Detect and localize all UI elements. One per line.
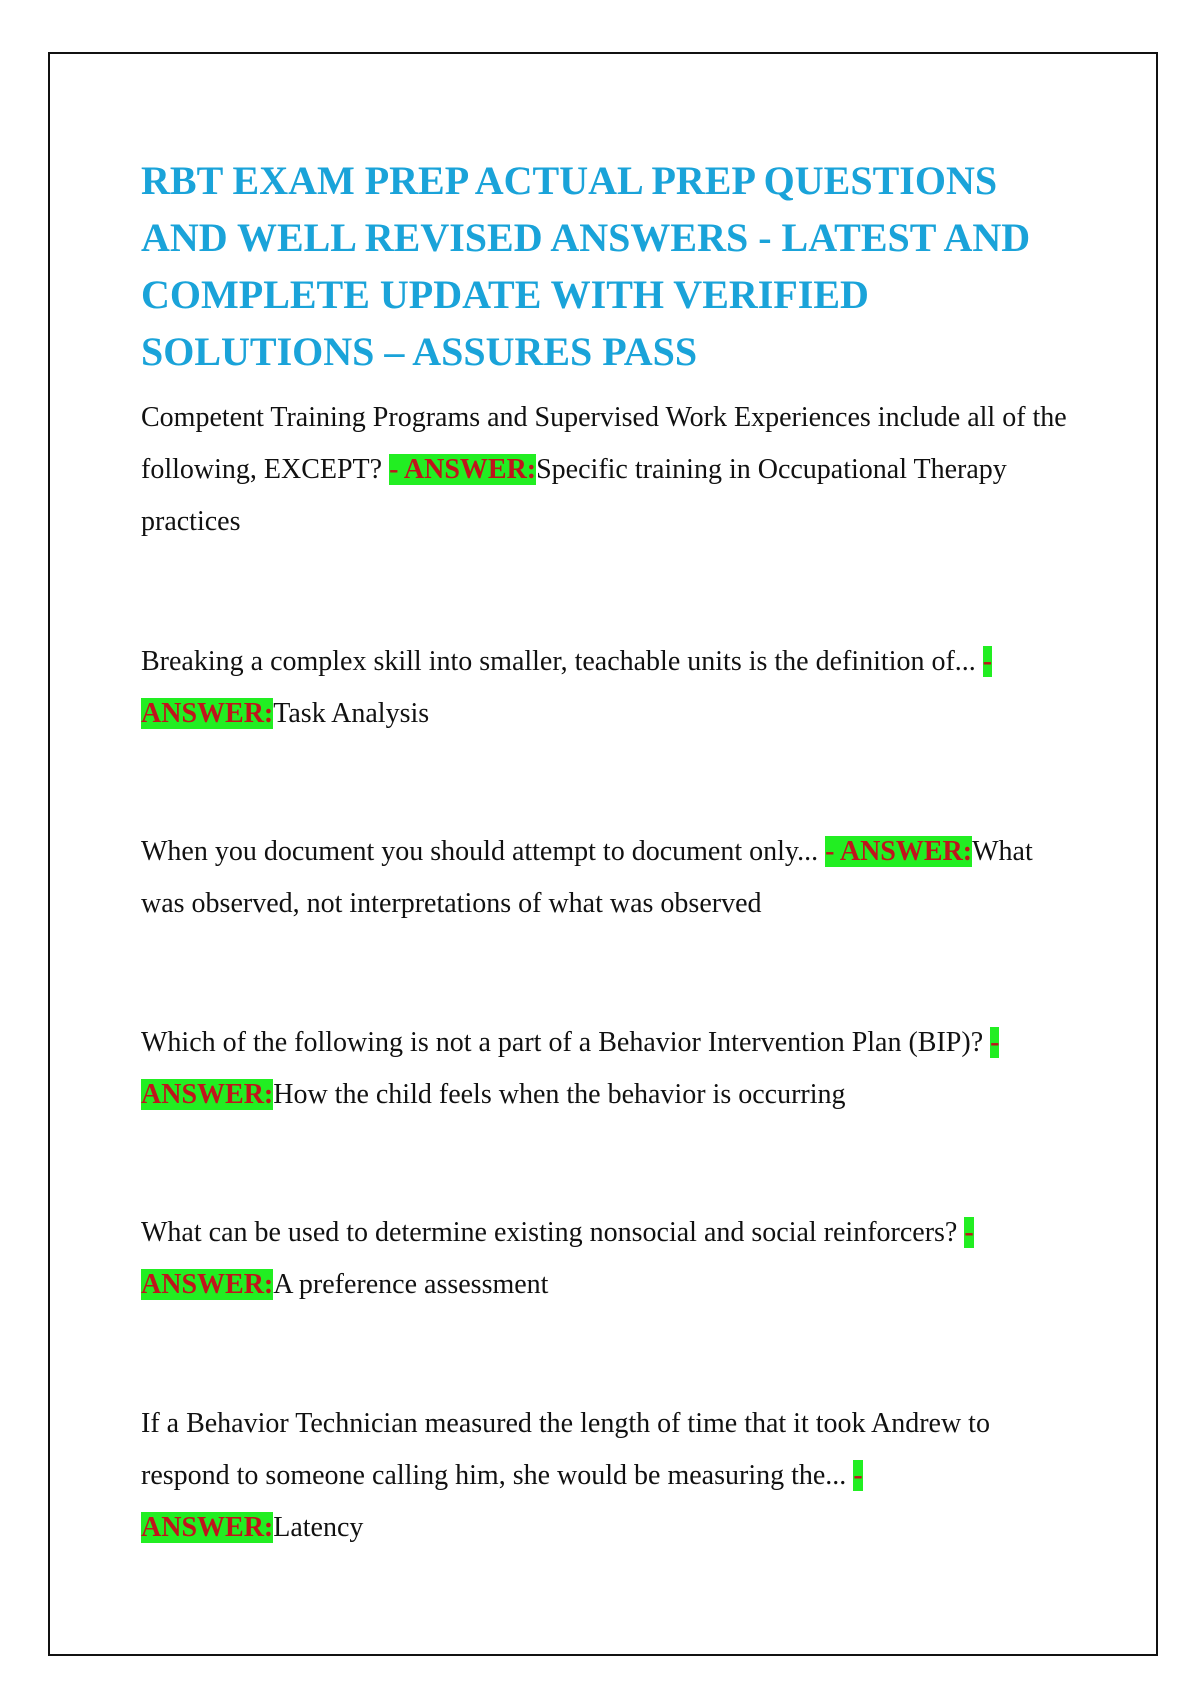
answer-text: How the child feels when the behavior is occurring xyxy=(273,1079,846,1110)
question-text: If a Behavior Technician measured the length of time that it took Andrew to respond to someone calling him, she would be measuring the... xyxy=(141,1408,990,1491)
question-text: What can be used to determine existing nonsocial and social reinforcers? xyxy=(141,1217,958,1248)
question-text: Competent Training Programs and Supervised Work Experiences include all of the following, EXCEPT? xyxy=(141,402,1067,485)
answer-label: - ANSWER: xyxy=(825,836,973,867)
qa-item-3 xyxy=(141,826,1071,930)
question-text: Which of the following is not a part of a Behavior Intervention Plan (BIP)? xyxy=(141,1027,984,1058)
answer-label: - ANSWER: xyxy=(141,1217,974,1300)
answer-text: A preference assessment xyxy=(273,1269,549,1300)
answer-label: - ANSWER: xyxy=(141,1027,1000,1110)
answer-label: - ANSWER: xyxy=(141,646,993,729)
document-title: RBT EXAM PREP ACTUAL PREP QUESTIONS AND WELL REVISED ANSWERS - LATEST AND COMPLETE UPDATE WITH VERIFIED SOLUTIONS – ASSURES PASS xyxy=(141,158,1031,374)
answer-text: Specific training in Occupational Therapy practices xyxy=(141,454,1007,537)
question-text: Breaking a complex skill into smaller, teachable units is the definition of... xyxy=(141,646,976,677)
answer-text: What was observed, not interpretations of what was observed xyxy=(141,836,1033,919)
question-text: When you document you should attempt to document only... xyxy=(141,836,819,867)
qa-item-2 xyxy=(141,636,1071,740)
answer-label: - ANSWER: xyxy=(141,1460,863,1543)
answer-text: Task Analysis xyxy=(273,698,430,729)
qa-item-6 xyxy=(141,1398,1071,1554)
qa-item-4 xyxy=(141,1017,1071,1121)
qa-item-5 xyxy=(141,1207,1071,1311)
qa-item-1 xyxy=(141,392,1071,548)
answer-text: Latency xyxy=(273,1512,364,1543)
answer-label: - ANSWER: xyxy=(389,454,537,485)
